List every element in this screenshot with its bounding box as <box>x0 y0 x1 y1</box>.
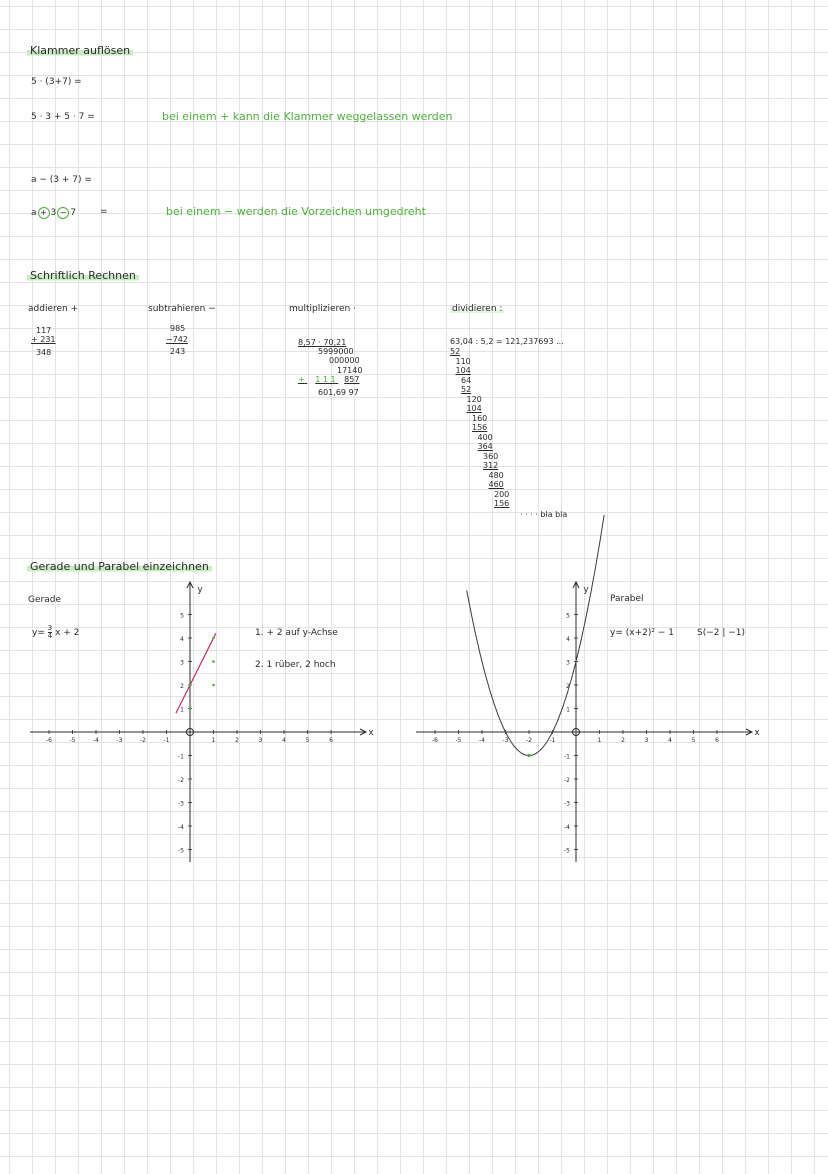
step-1: 1. + 2 auf y-Achse <box>255 628 338 638</box>
parabola-equation: y= (x+2)² − 1 <box>610 628 674 638</box>
parabola-graph-y-tick-label: 1 <box>566 706 570 714</box>
label-subtrahieren: subtrahieren − <box>148 304 216 314</box>
parabola-graph-x-tick-label: 5 <box>691 737 696 744</box>
parabola-graph-x-tick-label: 1 <box>597 737 602 744</box>
division-step: 104 <box>466 404 482 413</box>
label-multiplizieren: multiplizieren · <box>289 304 356 314</box>
mul-line3: 000000 <box>329 356 360 365</box>
note-minus-rule: bei einem − werden die Vorzeichen umgedreht <box>166 205 426 218</box>
division-step: 64 <box>461 375 472 385</box>
eq4-a: a <box>31 208 37 218</box>
line-graph-y-tick-label: 3 <box>180 659 184 667</box>
line-graph-y-tick-label: 5 <box>180 612 184 620</box>
equation-1: 5 · (3+7) = <box>31 77 82 87</box>
parabola-graph-y-tick-label: -3 <box>564 800 570 808</box>
div-tail: · · · · bla bla <box>520 510 568 519</box>
line-graph-y-tick-label: 1 <box>180 706 184 714</box>
line-graph-y-tick-label: -1 <box>178 753 184 761</box>
division-step: 360 <box>483 451 499 461</box>
add-line1: 117 <box>36 326 52 335</box>
division-step: 480 <box>488 470 504 480</box>
heading-gerade-parabel: Gerade und Parabel einzeichnen <box>27 560 212 573</box>
division-step: 400 <box>477 432 493 442</box>
line-graph-x-tick-label: -4 <box>93 737 99 744</box>
parabola-graph-y-tick-label: -4 <box>564 824 570 831</box>
parabola-graph-y-tick-label: 5 <box>566 612 570 620</box>
division-step: 160 <box>472 413 488 423</box>
note-plus-rule: bei einem + kann die Klammer weggelassen werden <box>162 110 453 123</box>
line-graph-x-tick-label: 6 <box>329 737 333 744</box>
line-graph-y-tick-label: -2 <box>178 777 184 784</box>
straight-line-plot <box>176 633 216 713</box>
parabola-graph-x-tick-label: -4 <box>479 737 485 744</box>
line-graph-x-tick-label: -5 <box>69 737 76 744</box>
division-step: 110 <box>455 356 471 366</box>
line-graph-x-tick-label: -1 <box>163 737 170 744</box>
line-eq-suffix: x + 2 <box>55 628 80 638</box>
line-graph-x-tick-label: 4 <box>282 737 286 744</box>
parabola-graph-x-tick-label: 6 <box>715 737 719 744</box>
parabola-graph-y-tick-label: 4 <box>566 636 570 643</box>
construction-point <box>212 684 215 687</box>
division-step: 200 <box>494 489 510 499</box>
vertex-point <box>527 754 530 757</box>
parabola-graph-x-tick-label: 4 <box>668 737 672 744</box>
line-graph-x-tick-label: 2 <box>235 737 239 744</box>
parabola-graph-x-tick-label: 3 <box>644 737 649 744</box>
line-graph-x-axis-label: x <box>368 728 374 738</box>
line-graph-y-tick-label: -3 <box>178 800 184 808</box>
mul-line5-value: 857 <box>344 375 360 384</box>
line-graph-y-tick-label: -4 <box>178 824 184 831</box>
division-step: 156 <box>494 499 510 508</box>
label-dividieren: dividieren : <box>452 304 503 314</box>
sub-result: 243 <box>170 347 186 356</box>
fraction-numerator: 3 <box>47 624 53 632</box>
fraction-denominator: 4 <box>47 632 53 640</box>
step-2: 2. 1 rüber, 2 hoch <box>255 660 336 670</box>
parabola-graph-x-tick-label: -1 <box>549 737 556 744</box>
label-gerade: Gerade <box>28 595 61 605</box>
heading-schriftlich: Schriftlich Rechnen <box>27 269 139 282</box>
division-step: 52 <box>461 385 472 394</box>
eq4-7: 7 <box>70 208 76 218</box>
div-header: 63,04 : 5,2 = 121,237693 ... <box>450 337 564 346</box>
parabola-graph-x-axis-label: x <box>754 728 760 738</box>
construction-point <box>189 684 192 687</box>
construction-point <box>212 637 215 640</box>
eq4-3: 3 <box>50 208 57 218</box>
division-step: 364 <box>477 442 493 451</box>
line-graph-x-tick-label: 3 <box>258 737 263 744</box>
construction-point <box>189 707 192 710</box>
parabola-graph-x-tick-label: -5 <box>455 737 462 744</box>
construction-point <box>212 660 215 663</box>
line-graph-x-tick-label: -2 <box>140 737 146 744</box>
parabola-graph-y-tick-label: -1 <box>564 753 570 761</box>
parabola-graph-y-tick-label: 3 <box>566 659 570 667</box>
division-step: 104 <box>455 366 471 375</box>
line-graph-x-tick-label: 5 <box>305 737 310 744</box>
parabola-graph-x-tick-label: -6 <box>432 737 438 744</box>
parabola-curve <box>467 515 605 756</box>
division-step: 460 <box>488 480 504 489</box>
mul-line2: 5999000 <box>318 347 354 356</box>
heading-klammer: Klammer auflösen <box>27 44 133 57</box>
parabola-graph-y-tick-label: -5 <box>564 847 570 855</box>
equation-2: 5 · 3 + 5 · 7 = <box>31 112 95 122</box>
line-graph-y-tick-label: 2 <box>180 683 184 690</box>
line-eq-prefix: y= <box>32 628 45 638</box>
mul-line4: 17140 <box>337 366 363 375</box>
add-result: 348 <box>36 348 52 357</box>
parabola-graph-x-tick-label: 2 <box>621 737 625 744</box>
parabola-graph-x-tick-label: -2 <box>526 737 532 744</box>
parabola-graph-y-tick-label: -2 <box>564 777 570 784</box>
add-line2: + 231 <box>31 335 56 344</box>
mul-plus: + <box>298 375 305 384</box>
line-graph-x-tick-label: -6 <box>46 737 52 744</box>
mul-line1: 8,57 · 70,21 <box>298 338 347 347</box>
label-addieren: addieren + <box>28 304 79 314</box>
equation-3: a − (3 + 7) = <box>31 175 92 185</box>
mul-result: 601,69 97 <box>318 388 359 397</box>
sub-line1: 985 <box>170 324 186 333</box>
circled-plus: + <box>38 207 50 219</box>
parabola-graph-y-axis-label: y <box>583 585 589 595</box>
line-graph-y-tick-label: 4 <box>180 636 184 643</box>
line-graph-x-tick-label: -3 <box>116 737 123 744</box>
division-step: 120 <box>466 394 482 404</box>
parabola-graph-x-tick-label: -3 <box>502 737 509 744</box>
division-step: 312 <box>483 461 499 470</box>
line-graph-x-tick-label: 1 <box>211 737 216 744</box>
division-step: 52 <box>450 347 461 356</box>
sub-line2: −742 <box>166 335 188 344</box>
division-step: 156 <box>472 423 488 432</box>
circled-minus: − <box>57 207 69 219</box>
eq4-equals: = <box>100 207 108 217</box>
label-parabel: Parabel <box>610 594 644 604</box>
line-graph-y-tick-label: -5 <box>178 847 184 855</box>
line-graph-y-axis-label: y <box>197 585 203 595</box>
vertex-label: S(−2 | −1) <box>697 628 746 638</box>
mul-carry: 1 1 1 <box>315 375 336 384</box>
parabola-graph-y-tick-label: 2 <box>566 683 570 690</box>
